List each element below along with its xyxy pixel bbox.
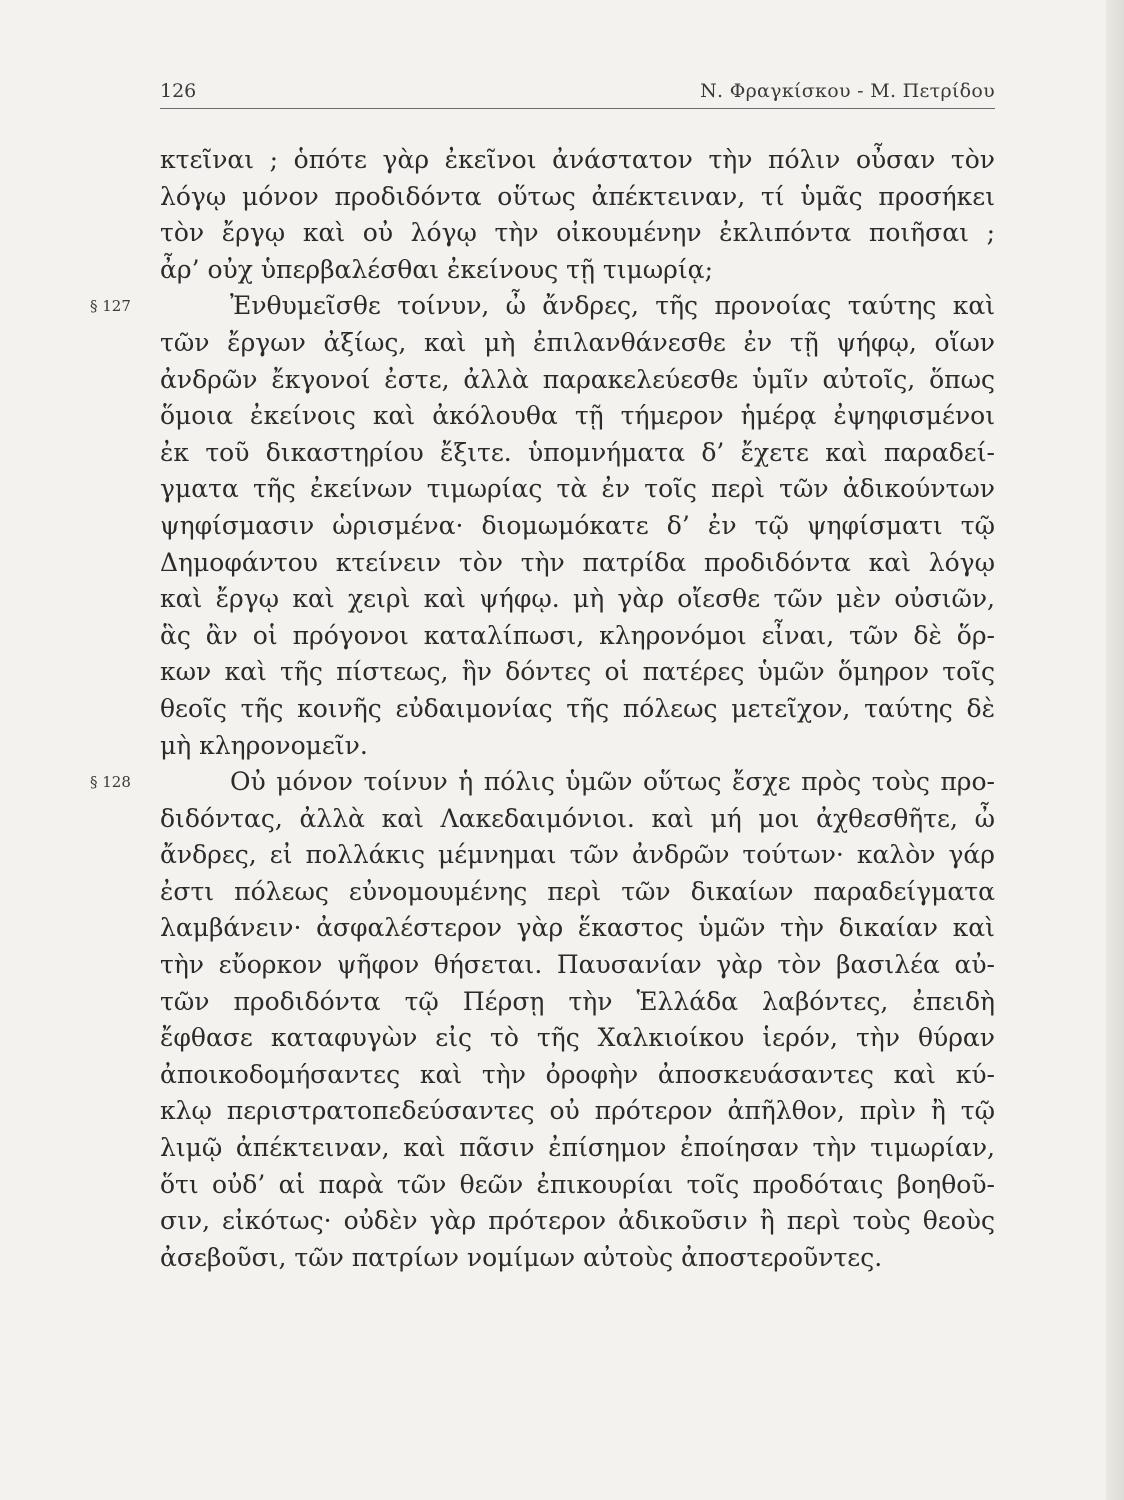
text-line: λόγῳ μόνον προδιδόντα οὕτως ἀπέκτειναν, τί ὑμᾶς προσήκει — [160, 181, 995, 211]
text-line: ἀποικοδομήσαντες καὶ τὴν ὀροφὴν ἀποσκευάσαντες καὶ κύ- — [160, 1059, 995, 1089]
text-line: τῶν ἔργων ἀξίως, καὶ μὴ ἐπιλανθάνεσθε ἐν τῇ ψήφῳ, οἵων — [160, 327, 995, 357]
text-line: κλῳ περιστρατοπεδεύσαντες οὐ πρότερον ἀπῆλθον, πρὶν ἢ τῷ — [160, 1096, 995, 1126]
text-line: σιν, εἰκότως· οὐδὲν γὰρ πρότερον ἀδικοῦσιν ἢ περὶ τοὺς θεοὺς — [160, 1206, 995, 1236]
text-line: ὅμοια ἐκείνοις καὶ ἀκόλουθα τῇ τήμερον ἡμέρᾳ ἐψηφισμένοι — [160, 401, 995, 431]
text-line: κων καὶ τῆς πίστεως, ἣν δόντες οἱ πατέρες ὑμῶν ὅμηρον τοῖς — [160, 657, 995, 687]
text-line: ἃς ἂν οἱ πρόγονοι καταλίπωσι, κληρονόμοι εἶναι, τῶν δὲ ὅρ- — [160, 620, 995, 650]
text-line: καὶ ἔργῳ καὶ χειρὶ καὶ ψήφῳ. μὴ γὰρ οἴεσθε τῶν μὲν οὐσιῶν, — [160, 584, 995, 614]
running-title: Ν. Φραγκίσκου - Μ. Πετρίδου — [700, 80, 995, 102]
section-marker: § 127 — [90, 297, 131, 316]
text-line: γματα τῆς ἐκείνων τιμωρίας τὰ ἐν τοῖς περὶ τῶν ἀδικούντων — [160, 474, 995, 504]
text-line: ἔφθασε καταφυγὼν εἰς τὸ τῆς Χαλκιοίκου ἱερόν, τὴν θύραν — [160, 1023, 995, 1053]
text-line: τὴν εὔορκον ψῆφον θήσεται. Παυσανίαν γὰρ τὸν βασιλέα αὐ- — [160, 950, 995, 980]
paragraph-first-line — [90, 764, 995, 801]
text-line: μὴ κληρονομεῖν. — [160, 730, 368, 760]
text-line: ἐστι πόλεως εὐνομουμένης περὶ τῶν δικαίων παραδείγματα — [160, 876, 995, 906]
text-line: θεοῖς τῆς κοινῆς εὐδαιμονίας τῆς πόλεως μετεῖχον, ταύτης δὲ — [160, 693, 995, 723]
text-line: Ἐνθυμεῖσθε τοίνυν, ὦ ἄνδρες, τῆς προνοίας ταύτης καὶ — [230, 291, 995, 321]
section-marker: § 128 — [90, 773, 131, 792]
text-line: Οὐ μόνον τοίνυν ἡ πόλις ὑμῶν οὕτως ἔσχε πρὸς τοὺς προ- — [230, 767, 995, 797]
text-line: ἆρ’ οὐχ ὑπερβαλέσθαι ἐκείνους τῇ τιμωρίᾳ; — [160, 254, 713, 284]
text-line: διδόντας, ἀλλὰ καὶ Λακεδαιμόνιοι. καὶ μή μοι ἀχθεσθῆτε, ὦ — [160, 803, 995, 833]
text-line: ἀσεβοῦσι, τῶν πατρίων νομίμων αὐτοὺς ἀποστεροῦντες. — [160, 1242, 883, 1272]
text-line: κτεῖναι ; ὁπότε γὰρ ἐκεῖνοι ἀνάστατον τὴν πόλιν οὖσαν τὸν — [160, 145, 995, 174]
page-number: 126 — [160, 80, 197, 102]
text-line: ὅτι οὐδ’ αἱ παρὰ τῶν θεῶν ἐπικουρίαι τοῖς προδόταις βοηθοῦ- — [160, 1169, 995, 1199]
page-header — [160, 74, 995, 109]
text-line: Δημοφάντου κτείνειν τὸν τὴν πατρίδα προδιδόντα καὶ λόγῳ — [160, 547, 995, 577]
text-line: ψηφίσμασιν ὡρισμένα· διομωμόκατε δ’ ἐν τῷ ψηφίσματι τῷ — [160, 510, 995, 540]
text-line: τὸν ἔργῳ καὶ οὐ λόγῳ τὴν οἰκουμένην ἐκλιπόντα ποιῆσαι ; — [160, 218, 995, 248]
text-line: λαμβάνειν· ἀσφαλέστερον γὰρ ἕκαστος ὑμῶν τὴν δικαίαν καὶ — [160, 913, 995, 943]
text-line: ἐκ τοῦ δικαστηρίου ἔξιτε. ὑπομνήματα δ’ ἔχετε καὶ παραδεί- — [160, 437, 995, 467]
text-line: τῶν προδιδόντα τῷ Πέρσῃ τὴν Ἑλλάδα λαβόντες, ἐπειδὴ — [160, 986, 995, 1016]
body-text — [90, 142, 995, 1276]
text-line: λιμῷ ἀπέκτειναν, καὶ πᾶσιν ἐπίσημον ἐποίησαν τὴν τιμωρίαν, — [160, 1133, 995, 1163]
page-edge — [1106, 0, 1124, 1500]
text-line: ἀνδρῶν ἔκγονοί ἐστε, ἀλλὰ παρακελεύεσθε ὑμῖν αὐτοῖς, ὅπως — [160, 364, 995, 394]
paragraph-first-line — [90, 288, 995, 325]
text-line: ἄνδρες, εἰ πολλάκις μέμνημαι τῶν ἀνδρῶν τούτων· καλὸν γάρ — [160, 840, 995, 870]
